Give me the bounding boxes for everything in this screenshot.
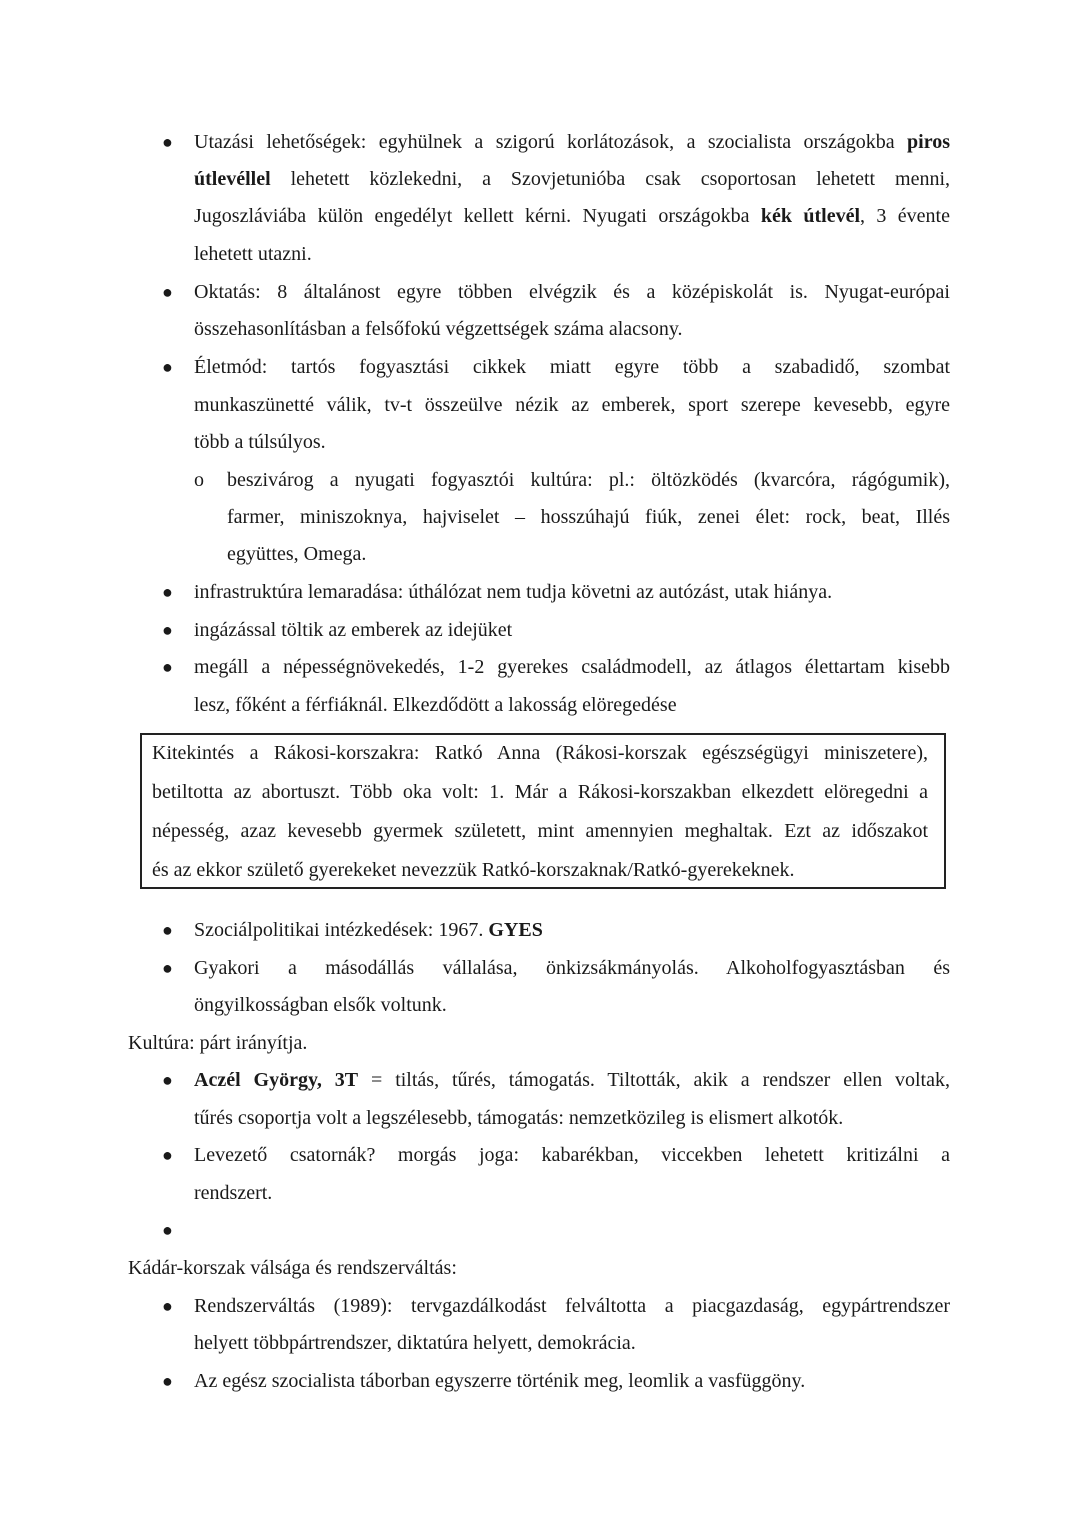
beszivarog-line-1: beszivárog a nyugati fogyasztói kultúra: pl.: öltözködés (kvarcóra, rágógumik), bbox=[227, 469, 950, 491]
nepesseg-line-2: lesz, főként a férfiáknál. Elkezdődött a lakosság elöregedése bbox=[194, 694, 677, 716]
box-line-3: népesség, azaz kevesebb gyermek született, mint amennyien meghaltak. Ezt az időszakot bbox=[152, 820, 928, 842]
bullet-icon: ● bbox=[162, 657, 173, 677]
szocialpolitika-text: Szociálpolitikai intézkedések: 1967. bbox=[194, 919, 489, 941]
utazas-text: Utazási lehetőségek: egyhülnek a szigorú korlátozások, a szocialista országokba bbox=[194, 131, 908, 153]
box-line-1: Kitekintés a Rákosi-korszakra: Ratkó Anna (Rákosi-korszak egészségügyi miniszetere), bbox=[152, 742, 928, 764]
utazas-bold-kek-utlevel: kék útlevél bbox=[760, 205, 861, 227]
ingazas-line: ingázással töltik az emberek az idejüket bbox=[194, 619, 513, 641]
bullet-icon: ● bbox=[162, 920, 173, 940]
oktatas-line-2: összehasonlításban a felsőfokú végzettségek száma alacsony. bbox=[194, 318, 683, 340]
bullet-icon: ● bbox=[162, 958, 173, 978]
empty-bullet-icon: ● bbox=[162, 1220, 173, 1240]
aczel-bold: Aczél György, 3T bbox=[194, 1069, 359, 1091]
bullet-icon: ● bbox=[162, 1070, 173, 1090]
vasfuggony-line: Az egész szocialista táborban egyszerre történik meg, leomlik a vasfüggöny. bbox=[194, 1370, 806, 1392]
utazas-bold-piros: piros bbox=[907, 131, 950, 153]
infrastruktura-line: infrastruktúra lemaradása: úthálózat nem tudja követni az autózást, utak hiánya. bbox=[194, 581, 833, 603]
utazas-text: Jugoszláviába külön engedélyt kellett kérni. Nyugati országokba bbox=[194, 205, 761, 227]
utazas-bold-utlevellel: útlevéllel bbox=[194, 168, 271, 190]
eletmod-line-1: Életmód: tartós fogyasztási cikkek miatt egyre több a szabadidő, szombat bbox=[194, 356, 950, 378]
utazas-text: , 3 évente bbox=[860, 205, 950, 227]
beszivarog-line-3: együttes, Omega. bbox=[227, 543, 367, 565]
aczel-line-2: tűrés csoportja volt a legszélesebb, támogatás: nemzetközileg is elismert alkotók. bbox=[194, 1107, 844, 1129]
utazas-line-2 bbox=[194, 167, 950, 191]
levezeto-line-2: rendszert. bbox=[194, 1182, 273, 1204]
utazas-line-4: lehetett utazni. bbox=[194, 243, 312, 265]
beszivarog-line-2: farmer, miniszoknya, hajviselet – hosszúhajú fiúk, zenei élet: rock, beat, Illés bbox=[227, 506, 950, 528]
aczel-text: = tiltás, tűrés, támogatás. Tiltották, akik a rendszer ellen voltak, bbox=[358, 1069, 950, 1091]
kadar-heading: Kádár-korszak válsága és rendszerváltás: bbox=[128, 1257, 457, 1279]
masodallas-line-2: öngyilkosságban elsők voltunk. bbox=[194, 994, 447, 1016]
utazas-line-3 bbox=[194, 204, 950, 228]
bullet-icon: ● bbox=[162, 1296, 173, 1316]
bullet-icon: ● bbox=[162, 1145, 173, 1165]
bullet-icon: ● bbox=[162, 620, 173, 640]
levezeto-line-1: Levezető csatornák? morgás joga: kabarékban, viccekben lehetett kritizálni a bbox=[194, 1144, 950, 1166]
box-line-4: és az ekkor születő gyerekeket nevezzük Ratkó-korszaknak/Ratkó-gyerekeknek. bbox=[152, 859, 795, 881]
bullet-icon: ● bbox=[162, 1371, 173, 1391]
gyes-bold: GYES bbox=[488, 919, 543, 941]
eletmod-line-2: munkaszünetté válik, tv-t összeülve nézik az emberek, sport szerepe kevesebb, egyre bbox=[194, 394, 950, 416]
utazas-text: lehetett közlekedni, a Szovjetunióba csak csoportosan lehetett menni, bbox=[270, 168, 950, 190]
rendszervaltas-line-1: Rendszerváltás (1989): tervgazdálkodást felváltotta a piacgazdaság, egypártrendszer bbox=[194, 1295, 950, 1317]
bullet-icon: ● bbox=[162, 282, 173, 302]
rendszervaltas-line-2: helyett többpártrendszer, diktatúra helyett, demokrácia. bbox=[194, 1332, 636, 1354]
eletmod-line-3: több a túlsúlyos. bbox=[194, 431, 326, 453]
bullet-icon: ● bbox=[162, 357, 173, 377]
kultura-heading: Kultúra: párt irányítja. bbox=[128, 1032, 308, 1054]
nepesseg-line-1: megáll a népességnövekedés, 1-2 gyerekes családmodell, az átlagos élettartam kisebb bbox=[194, 656, 950, 678]
szocialpolitika-line bbox=[194, 918, 543, 942]
box-line-2: betiltotta az abortuszt. Több oka volt: 1. Már a Rákosi-korszakban elkezdett elöregedni a bbox=[152, 781, 928, 803]
bullet-icon: ● bbox=[162, 582, 173, 602]
sub-bullet-icon: o bbox=[194, 469, 204, 491]
masodallas-line-1: Gyakori a másodállás vállalása, önkizsákmányolás. Alkoholfogyasztásban és bbox=[194, 957, 950, 979]
aczel-line-1 bbox=[194, 1068, 950, 1092]
utazas-line-1 bbox=[194, 130, 950, 154]
bullet-icon: ● bbox=[162, 132, 173, 152]
oktatas-line-1: Oktatás: 8 általánost egyre többen elvégzik és a középiskolát is. Nyugat-európai bbox=[194, 281, 950, 303]
